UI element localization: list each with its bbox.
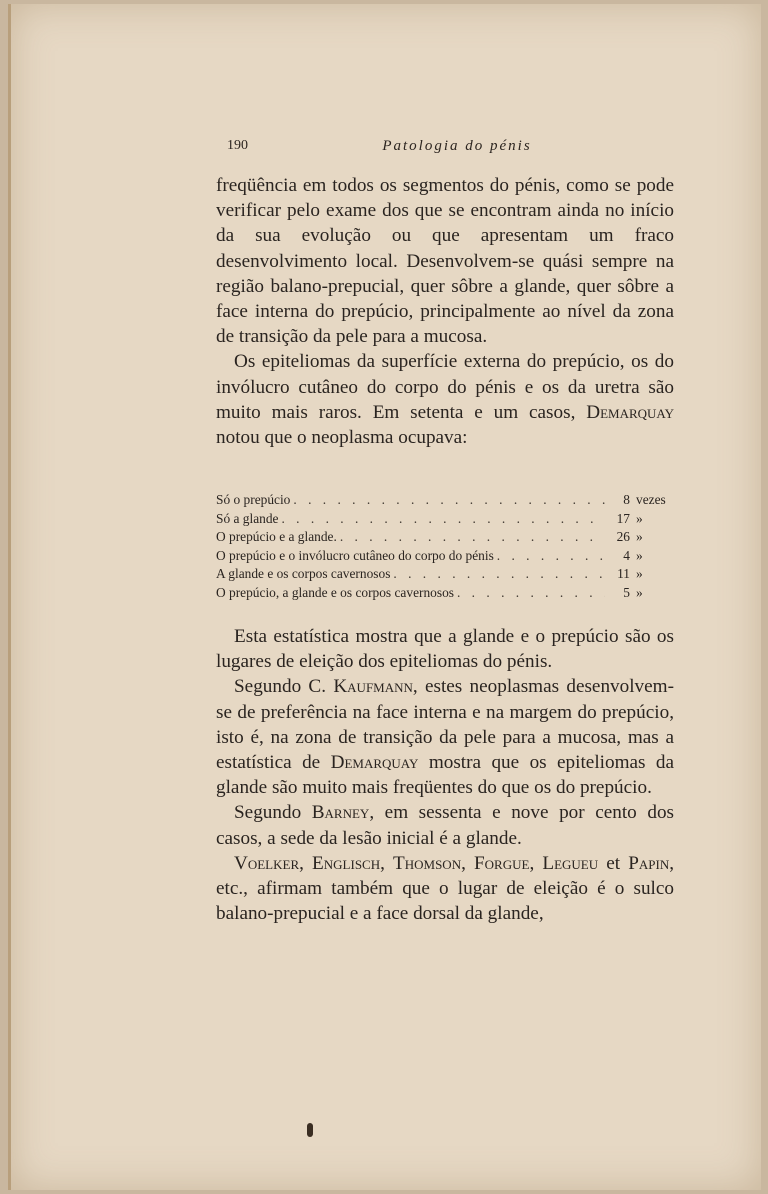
table-row (216, 565, 674, 584)
row-value: 26 (616, 529, 630, 545)
paragraph-5-b: , em sessenta e nove por cento dos casos, a sede da lesão inicial é a glande. (216, 802, 675, 849)
author-name-papin: Papin (628, 852, 670, 874)
row-value: 5 (623, 584, 630, 600)
row-unit: vezes (636, 492, 666, 507)
table-row (216, 547, 674, 566)
author-name-demarquay: Demarquay (330, 752, 419, 774)
row-label: Só o prepúcio (216, 492, 291, 507)
paragraph-4-c: mostra que os epiteliomas da glande são muito mais freqüentes do que os do prepúcio. (216, 752, 675, 799)
author-name-legueu: Legueu (542, 852, 599, 874)
row-value: 11 (617, 566, 630, 582)
paragraph-5-a: Segundo (234, 802, 302, 824)
row-label: O prepúcio, a glande e os corpos cavernosos (216, 584, 454, 600)
row-value: 8 (623, 492, 630, 507)
row-label: O prepúcio e o invólucro cutâneo do corpo do pénis (216, 547, 494, 563)
paragraph-3: Esta estatística mostra que a glande e o prepúcio são os lugares de eleição dos epiteliomas do pénis. (216, 626, 674, 673)
dot-leader (497, 547, 605, 566)
paragraph-2 (216, 349, 674, 450)
table-row (216, 510, 674, 529)
body-text-top (216, 173, 674, 450)
author-name-forgue: Forgue (473, 852, 530, 874)
author-name-kaufmann: Kaufmann (333, 676, 413, 698)
row-unit: » (636, 529, 643, 545)
table-row (216, 584, 674, 603)
author-name-voelker: Voelker (234, 852, 300, 874)
paragraph-5 (216, 800, 674, 850)
ink-mark (307, 1123, 313, 1137)
paragraph-2-start: Os epiteliomas da superfície externa do prepúcio, os do invólucro cutâneo do corpo do pénis e os da uretra são muito mais raros. Em setenta e um casos, (216, 351, 674, 423)
paragraph-6: Voelker, Englisch, Thomson, Forgue, Legueu et Papin, etc., afirmam também que o lugar de eleição é o sulco balano-prepucial e a face dorsal da glande, (216, 852, 675, 925)
author-name-thomson: Thomson (393, 852, 462, 874)
running-title: Patologia do pénis (382, 138, 532, 154)
statistics-table (216, 491, 674, 603)
row-label: A glande e os corpos cavernosos (216, 566, 391, 582)
row-unit: » (636, 584, 643, 600)
row-unit: » (636, 566, 643, 582)
author-name-barney: Barney (311, 802, 370, 824)
row-label: O prepúcio e a glande. (216, 529, 337, 545)
table-row (216, 491, 674, 510)
paragraph-4-a: Segundo C. (234, 676, 327, 698)
body-text-bottom (216, 624, 674, 926)
paragraph-2-end: notou que o neoplasma ocupava: (216, 427, 468, 449)
row-value: 17 (616, 510, 630, 526)
author-name-demarquay: Demarquay (586, 401, 674, 423)
dot-leader (457, 584, 605, 603)
paragraph-6-rest: , etc., afirmam também que o lugar de eleição é o sulco balano-prepucial e a face dorsal da glande, (216, 852, 675, 925)
paragraph-4 (216, 674, 674, 800)
paragraph-4-b: , estes neoplasmas desenvolvem-se de preferência na face interna e na margem do prepúcio, isto é, na zona de transição da pele para a mucosa, mas a estatística de (216, 676, 674, 774)
row-unit: » (636, 547, 643, 563)
dot-leader (281, 510, 605, 529)
dot-leader (340, 528, 605, 547)
dot-leader (293, 491, 605, 510)
row-value: 4 (623, 547, 630, 563)
author-name-englisch: Englisch (312, 852, 381, 874)
dot-leader (393, 565, 605, 584)
row-unit: » (636, 510, 643, 526)
table-row (216, 528, 674, 547)
conjunction-et: et (606, 852, 621, 874)
paragraph-1: freqüência em todos os segmentos do pénis, como se pode verificar pelo exame dos que se encontram ainda no início da sua evolução ou que apresentam um fraco desenvolvimento local. Desenvolvem-se quási sempre na região balano-prepucial, quer sôbre a glande, quer sôbre a face interna do prepúcio, principalmente ao nível da zona de transição da pele para a mucosa. (216, 175, 674, 348)
page-number: 190 (227, 138, 248, 153)
row-label: Só a glande (216, 510, 279, 526)
